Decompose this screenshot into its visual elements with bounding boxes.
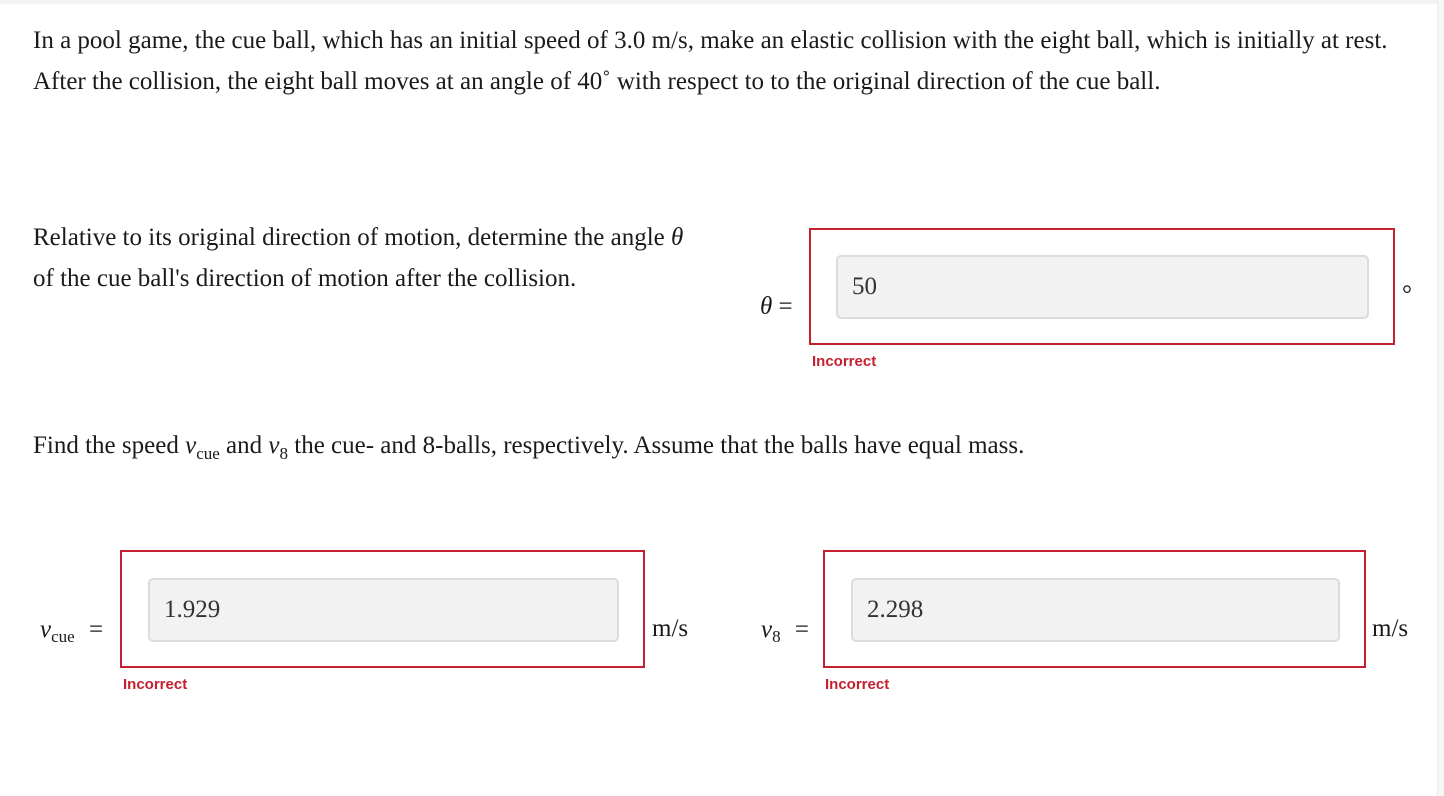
vcue-answer-box bbox=[120, 550, 645, 668]
v8-answer-box bbox=[823, 550, 1366, 668]
question-angle-text-a: Relative to its original direction of motion, determine the angle bbox=[33, 224, 672, 251]
v8-input[interactable] bbox=[851, 578, 1340, 642]
question-angle-text-b: of the cue ball's direction of motion after the collision. bbox=[33, 265, 577, 292]
vcue-label-var: v bbox=[40, 616, 52, 643]
v8-label-var: v bbox=[761, 616, 773, 643]
theta-answer-box bbox=[809, 228, 1395, 345]
theta-symbol: θ bbox=[671, 224, 684, 251]
v8-label-sub: 8 bbox=[772, 627, 781, 646]
scrollbar-track[interactable] bbox=[1437, 0, 1444, 796]
question-speeds-part3: the cue- and 8-balls, respectively. Assume that the balls have equal mass. bbox=[288, 432, 1025, 459]
v8-unit: m/s bbox=[1372, 615, 1409, 642]
theta-input[interactable] bbox=[836, 255, 1369, 319]
vcue-input[interactable] bbox=[148, 578, 619, 642]
v8-status: Incorrect bbox=[825, 676, 890, 693]
theta-label-equals: = bbox=[778, 293, 793, 320]
question-angle-text bbox=[33, 217, 693, 299]
problem-intro: In a pool game, the cue ball, which has an initial speed of 3.0 m/s, make an elastic collision with the eight ball, which is initially at rest. After the collision, the eight ball moves at an angle of 40˚ with respect to to the original direction of the cue ball. bbox=[33, 27, 1388, 95]
vcue-label-sub: cue bbox=[51, 627, 75, 646]
vcue-label bbox=[40, 615, 103, 647]
theta-unit-degree: ° bbox=[1402, 281, 1412, 308]
top-divider bbox=[0, 0, 1444, 4]
theta-status: Incorrect bbox=[812, 353, 877, 370]
theta-label-var: θ bbox=[760, 293, 773, 320]
v8-label-equals: = bbox=[794, 616, 809, 643]
vcue-symbol: v bbox=[185, 432, 197, 459]
question-speeds-part1: Find the speed bbox=[33, 432, 186, 459]
vcue-status: Incorrect bbox=[123, 676, 188, 693]
theta-label bbox=[760, 292, 793, 322]
question-speeds-part2: and bbox=[219, 432, 269, 459]
vcue-unit: m/s bbox=[652, 615, 689, 642]
vcue-label-equals: = bbox=[88, 616, 104, 643]
v8-subscript: 8 bbox=[279, 444, 288, 463]
question-speeds-text bbox=[33, 425, 1403, 468]
vcue-subscript: cue bbox=[196, 444, 220, 463]
v8-label bbox=[761, 615, 809, 647]
v8-symbol: v bbox=[268, 432, 280, 459]
